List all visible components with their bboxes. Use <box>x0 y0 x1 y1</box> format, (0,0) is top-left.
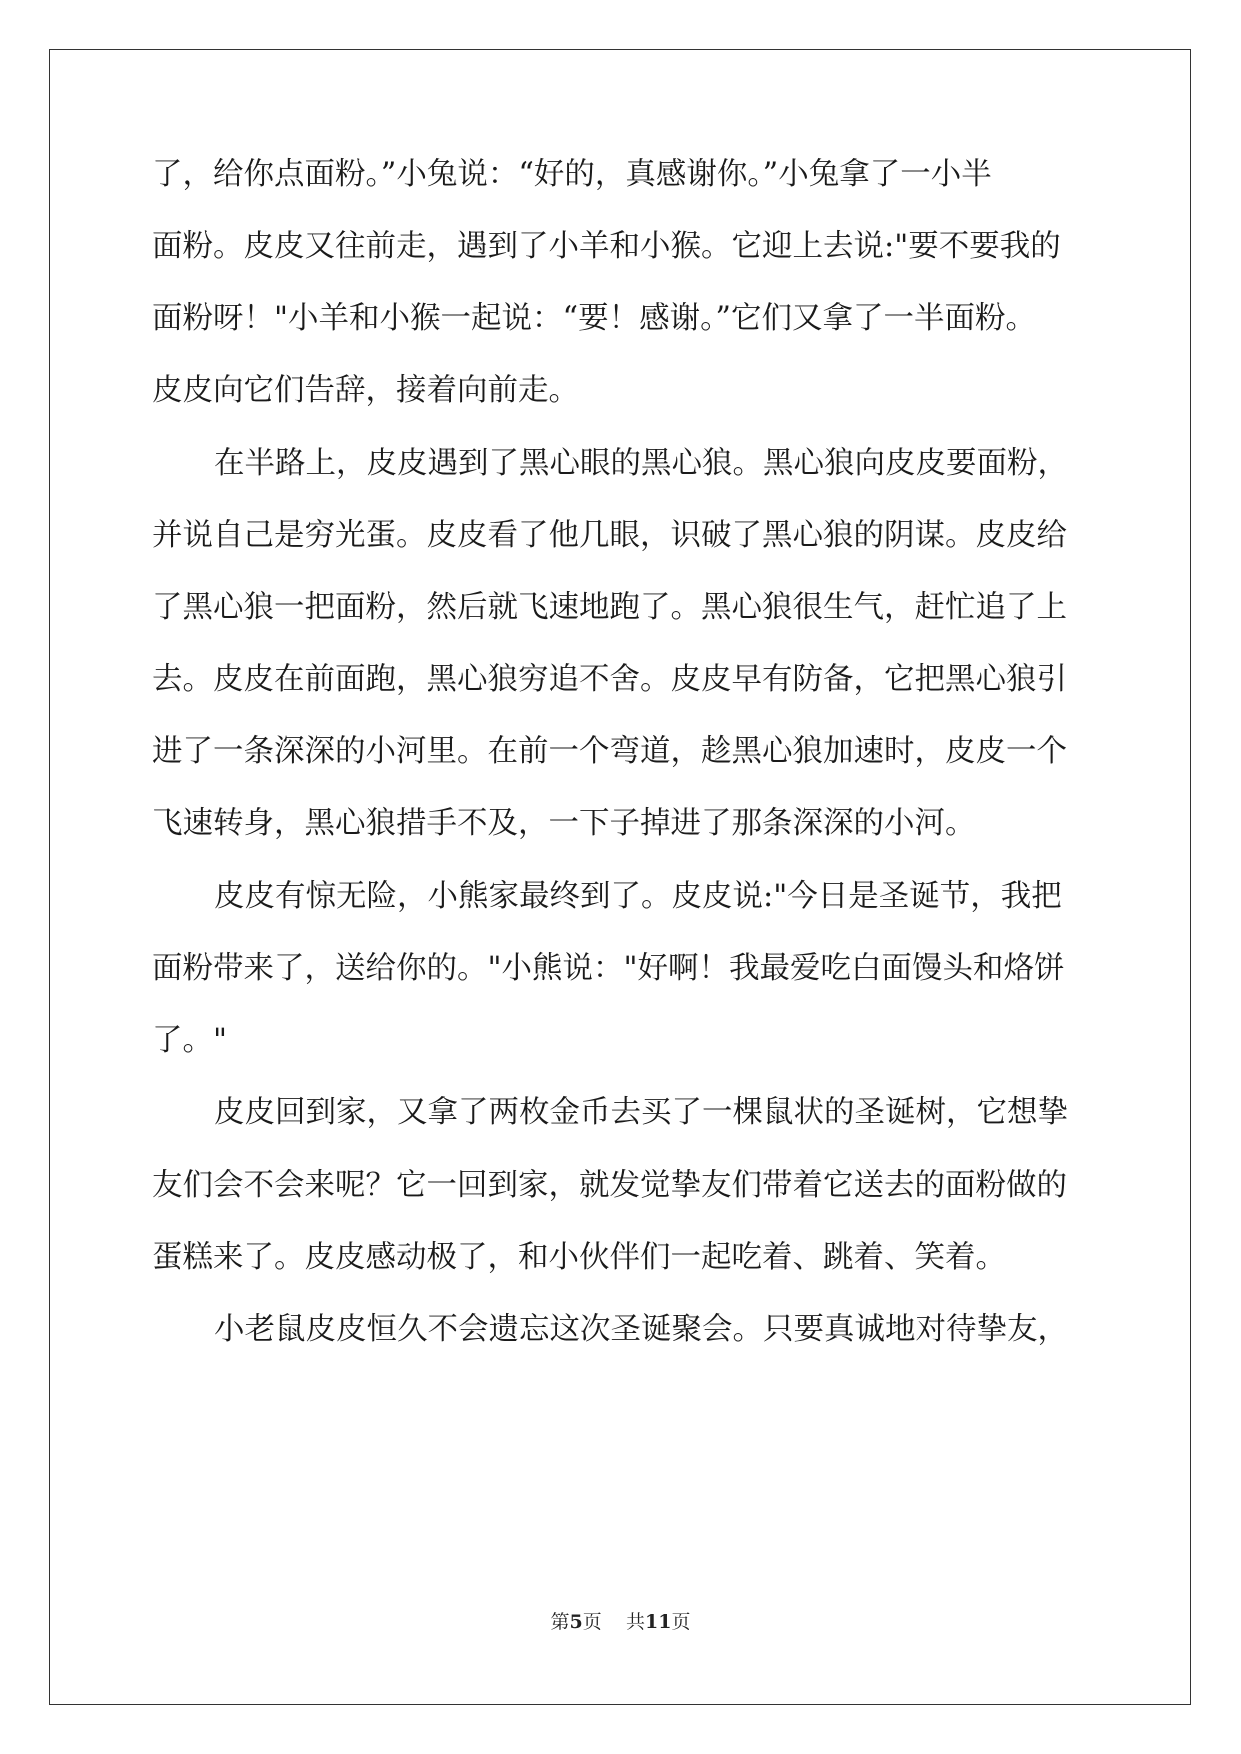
body-line: 了。" <box>152 1023 228 1058</box>
paragraph-first-line: 小老鼠皮皮恒久不会遗忘这次圣诞聚会。只要真诚地对待挚友， <box>214 1312 1068 1347</box>
body-line: 面粉。皮皮又往前走，遇到了小羊和小猴。它迎上去说:"要不要我的 <box>152 229 1061 264</box>
body-line: 面粉带来了，送给你的。"小熊说："好啊！我最爱吃白面馒头和烙饼 <box>152 951 1065 986</box>
body-line: 并说自己是穷光蛋。皮皮看了他几眼，识破了黑心狼的阴谋。皮皮给 <box>152 518 1067 553</box>
body-line: 面粉呀！"小羊和小猴一起说：“要！感谢。”它们又拿了一半面粉。 <box>152 301 1036 336</box>
page-footer <box>0 1610 1241 1634</box>
footer-prefix: 第 <box>550 1611 570 1633</box>
body-line: 去。皮皮在前面跑，黑心狼穷追不舍。皮皮早有防备，它把黑心狼引 <box>152 662 1067 697</box>
footer-page-word: 页 <box>582 1611 602 1633</box>
body-line: 了黑心狼一把面粉，然后就飞速地跑了。黑心狼很生气，赶忙追了上 <box>152 590 1067 625</box>
body-line: 蛋糕来了。皮皮感动极了，和小伙伴们一起吃着、跳着、笑着。 <box>152 1240 1006 1275</box>
body-line: 友们会不会来呢？它一回到家，就发觉挚友们带着它送去的面粉做的 <box>152 1168 1067 1203</box>
paragraph-first-line: 在半路上，皮皮遇到了黑心眼的黑心狼。黑心狼向皮皮要面粉， <box>214 446 1068 481</box>
body-line: 进了一条深深的小河里。在前一个弯道，趁黑心狼加速时，皮皮一个 <box>152 734 1067 769</box>
current-page-number: 5 <box>569 1611 583 1633</box>
paragraph-first-line: 皮皮有惊无险，小熊家最终到了。皮皮说:"今日是圣诞节，我把 <box>214 879 1062 914</box>
footer-total-prefix: 共 <box>625 1611 645 1633</box>
body-line: 飞速转身，黑心狼措手不及，一下子掉进了那条深深的小河。 <box>152 806 976 841</box>
paragraph-first-line: 皮皮回到家，又拿了两枚金币去买了一棵鼠状的圣诞树，它想挚 <box>214 1095 1068 1130</box>
body-line: 了，给你点面粉。”小兔说：“好的，真感谢你。”小兔拿了一小半 <box>152 157 992 192</box>
footer-total-suffix: 页 <box>671 1611 691 1633</box>
body-line: 皮皮向它们告辞，接着向前走。 <box>152 373 579 408</box>
total-pages-number: 11 <box>644 1611 672 1633</box>
